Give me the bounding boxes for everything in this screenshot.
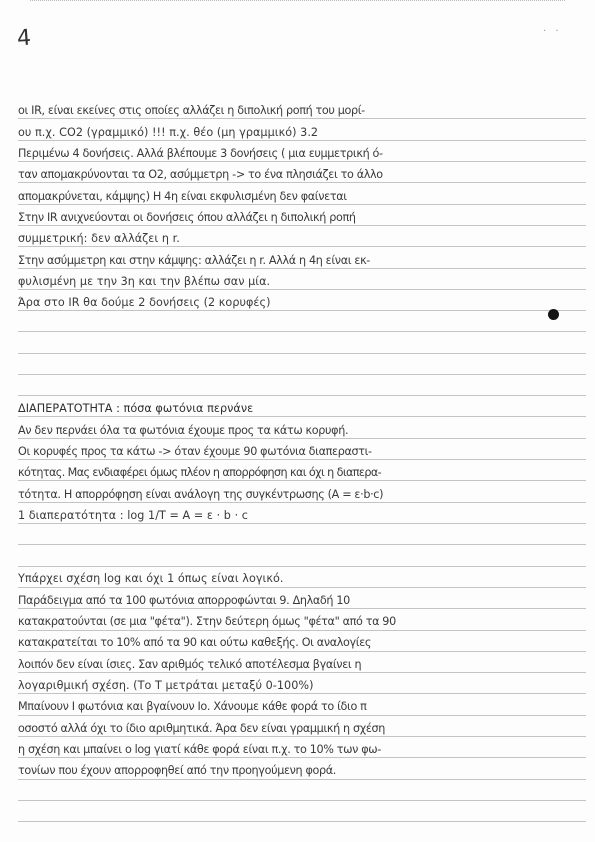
ruled-line (18, 566, 586, 567)
text-line: φυλισμένη με την 3η και την βλέπω σαν μία. (18, 275, 271, 288)
ruled-line (18, 544, 586, 545)
text-line: η σχέση και μπαίνει ο log γιατί κάθε φορά είναι π.χ. το 10% των φω- (18, 743, 381, 756)
text-line: Παράδειγμα από τα 100 φωτόνια απορροφώνται 9. Δηλαδή 10 (18, 594, 350, 607)
text-line: ταν απομακρύνονται τα Ο2, ασύμμετρη -> το ένα πλησιάζει το άλλο (18, 168, 383, 181)
ruled-line (18, 225, 586, 226)
ruled-line (18, 693, 586, 694)
ruled-line (18, 268, 586, 269)
ruled-line (18, 630, 586, 631)
text-line: ου π.χ. CO2 (γραμμικό) !!! π.χ. θέο (μη γραμμικό) 3.2 (18, 126, 319, 139)
text-line: κατακρατούνται (σε μια "φέτα"). Στην δεύτερη όμως "φέτα" από τα 90 (18, 615, 396, 628)
ruled-line (18, 353, 586, 354)
ink-dot (548, 309, 559, 320)
ruled-line (18, 246, 586, 247)
page-top-edge (30, 0, 565, 5)
ruled-line (18, 480, 586, 481)
text-line: οσοστό αλλά όχι το ίδιο αριθμητικά. Άρα δεν είναι γραμμική η σχέση (18, 722, 386, 735)
text-line: τότητα. Η απορρόφηση είναι ανάλογη της συγκέντρωσης (A = ε·b·c) (18, 488, 384, 501)
text-line: οι IR, είναι εκείνες στις οποίες αλλάζει η διπολική ροπή του μορί- (18, 104, 365, 117)
ruled-line (18, 374, 586, 375)
text-line: Στην ασύμμετρη και στην κάμψης: αλλάζει η r. Αλλά η 4η είναι εκ- (18, 254, 370, 267)
ruled-line (18, 395, 586, 396)
ruled-line (18, 289, 586, 290)
ruled-line (18, 651, 586, 652)
text-line: 1 διαπερατότητα : log 1/T = A = ε · b · c (18, 509, 248, 522)
ruled-line (18, 416, 586, 417)
text-line: Άρα στο IR θα δούμε 2 δονήσεις (2 κορυφές) (18, 296, 271, 309)
ruled-line (18, 161, 586, 162)
text-line: Στην IR ανιχνεύονται οι δονήσεις όπου αλλάζει η διπολική ροπή (18, 211, 356, 224)
ruled-line (18, 821, 586, 822)
ruled-line (18, 757, 586, 758)
ruled-line (18, 587, 586, 588)
ruled-line (18, 523, 586, 524)
section-heading: ΔΙΑΠΕΡΑΤΟΤΗΤΑ : πόσα φωτόνια περνάνε (18, 402, 254, 415)
ruled-line (18, 736, 586, 737)
text-line: Περιμένω 4 δονήσεις. Αλλά βλέπουμε 3 δονήσεις ( μια ευμμετρική ό- (18, 147, 383, 160)
ruled-line (18, 459, 586, 460)
text-line: λοιπόν δεν είναι ίσιες. Σαν αριθμός τελικό αποτέλεσμα βγαίνει η (18, 658, 362, 671)
corner-marks: · · (543, 26, 562, 37)
ruled-line (18, 140, 586, 141)
text-line: συμμετρική: δεν αλλάζει η r. (18, 232, 180, 245)
ruled-line (18, 182, 586, 183)
ruled-line (18, 672, 586, 673)
ruled-line (18, 310, 586, 311)
ruled-line (18, 779, 586, 780)
text-line: κότητας. Μας ενδιαφέρει όμως πλέον η απορρόφηση και όχι η διαπερα- (18, 466, 382, 479)
text-line: απομακρύνεται, κάμψης) Η 4η είναι εκφυλισμένη δεν φαίνεται (18, 190, 347, 203)
ruled-line (18, 331, 586, 332)
text-line: Αν δεν περνάει όλα τα φωτόνια έχουμε προς τα κάτω κορυφή. (18, 424, 349, 437)
text-line: λογαριθμική σχέση. (Το Τ μετράται μεταξύ 0-100%) (18, 679, 314, 692)
ruled-line (18, 204, 586, 205)
ruled-line (18, 502, 586, 503)
ruled-line (18, 800, 586, 801)
text-line: κατακρατείται το 10% από τα 90 και ούτω καθεξής. Οι αναλογίες (18, 636, 372, 649)
ruled-line (18, 715, 586, 716)
text-line: Υπάρχει σχέση log και όχι 1 όπως είναι λογικό. (18, 572, 284, 585)
text-line: τονίων που έχουν απορροφηθεί από την προηγούμενη φορά. (18, 764, 337, 777)
ruled-line (18, 608, 586, 609)
ruled-line (18, 438, 586, 439)
ruled-line (18, 118, 586, 119)
text-line: Μπαίνουν Ι φωτόνια και βγαίνουν Ιο. Χάνουμε κάθε φορά το ίδιο π (18, 700, 367, 713)
text-line: Οι κορυφές προς τα κάτω -> όταν έχουμε 90 φωτόνια διαπεραστι- (18, 445, 372, 458)
page-number: 4 (16, 25, 32, 52)
